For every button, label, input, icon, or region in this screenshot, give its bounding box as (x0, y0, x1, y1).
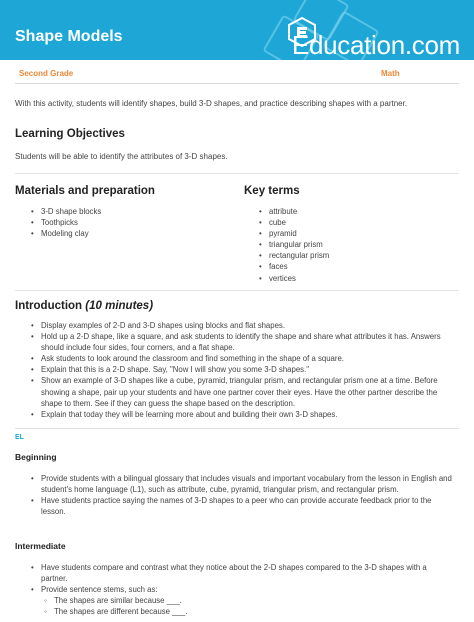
introduction-title: Introduction (15, 300, 83, 312)
list-item: • vertices (258, 273, 458, 284)
list-item: • Have students compare and contrast what they notice about the 2-D shapes compared to the 3-D shapes with a partner. (30, 562, 455, 584)
list-item: • rectangular prism (258, 250, 458, 261)
divider (15, 290, 459, 291)
introduction-list (30, 320, 455, 420)
introduction-heading (15, 300, 153, 312)
list-item: • Have students practice saying the names of 3-D shapes to a peer who can provide accurate feedback prior to the lesson. (30, 495, 455, 517)
list-item: • Display examples of 2-D and 3-D shapes using blocks and flat shapes. (30, 320, 455, 331)
list-item: • pyramid (258, 228, 458, 239)
meta-bar (15, 67, 459, 84)
education-logo-text: Education.com (291, 30, 460, 60)
list-item: • attribute (258, 206, 458, 217)
materials-list (30, 206, 230, 239)
list-item: • faces (258, 261, 458, 272)
page-title: Shape Models (15, 28, 123, 45)
introduction-duration: (10 minutes) (85, 300, 154, 312)
list-item: • cube (258, 217, 458, 228)
list-item: • Explain that today they will be learning more about and building their own 3-D shapes. (30, 409, 455, 420)
intermediate-list (30, 562, 455, 595)
el-label: EL (15, 434, 24, 441)
list-item: ◦ The shapes are similar because ___. (43, 595, 443, 606)
list-item: ◦ The shapes are different because ___. (43, 606, 443, 617)
key-terms-list (258, 206, 458, 284)
objectives-heading: Learning Objectives (15, 128, 125, 140)
page-header (0, 0, 474, 60)
key-terms-heading: Key terms (244, 185, 300, 197)
list-item: • Show an example of 3-D shapes like a cube, pyramid, triangular prism, and rectangular prism one at a time. Before showing a shape, pair up your students and have one partner cover their eyes. Have the other partner describe the shape to them. See if they can guess the shape based on the description. (30, 375, 455, 408)
list-item: • 3-D shape blocks (30, 206, 230, 217)
sentence-stems-list (43, 595, 443, 617)
list-item: • triangular prism (258, 239, 458, 250)
subject-label: Math (381, 69, 400, 78)
intermediate-heading: Intermediate (15, 541, 66, 551)
list-item: • Toothpicks (30, 217, 230, 228)
grade-label: Second Grade (19, 69, 74, 78)
list-item: • Modeling clay (30, 228, 230, 239)
list-item: • Hold up a 2-D shape, like a square, and ask students to identify the shape and share what attributes it has. Answers should include four sides, four corners, and a flat shape. (30, 331, 455, 353)
list-item: • Explain that this is a 2-D shape. Say, "Now I will show you some 3-D shapes." (30, 364, 455, 375)
beginning-list (30, 473, 455, 517)
materials-heading: Materials and preparation (15, 185, 155, 197)
list-item: • Ask students to look around the classroom and find something in the shape of a square. (30, 353, 455, 364)
beginning-heading: Beginning (15, 452, 57, 462)
divider (15, 173, 459, 174)
list-item: • Provide sentence stems, such as: (30, 584, 455, 595)
divider (15, 428, 459, 429)
objectives-text: Students will be able to identify the attributes of 3-D shapes. (15, 152, 228, 161)
intro-text: With this activity, students will identify shapes, build 3-D shapes, and practice describing shapes with a partner. (15, 99, 408, 108)
list-item: • Provide students with a bilingual glossary that includes visuals and important vocabulary from the lesson in English and student's home language (L1), such as attribute, cube, pyramid, triangular prism, and rectangular prism. (30, 473, 455, 495)
